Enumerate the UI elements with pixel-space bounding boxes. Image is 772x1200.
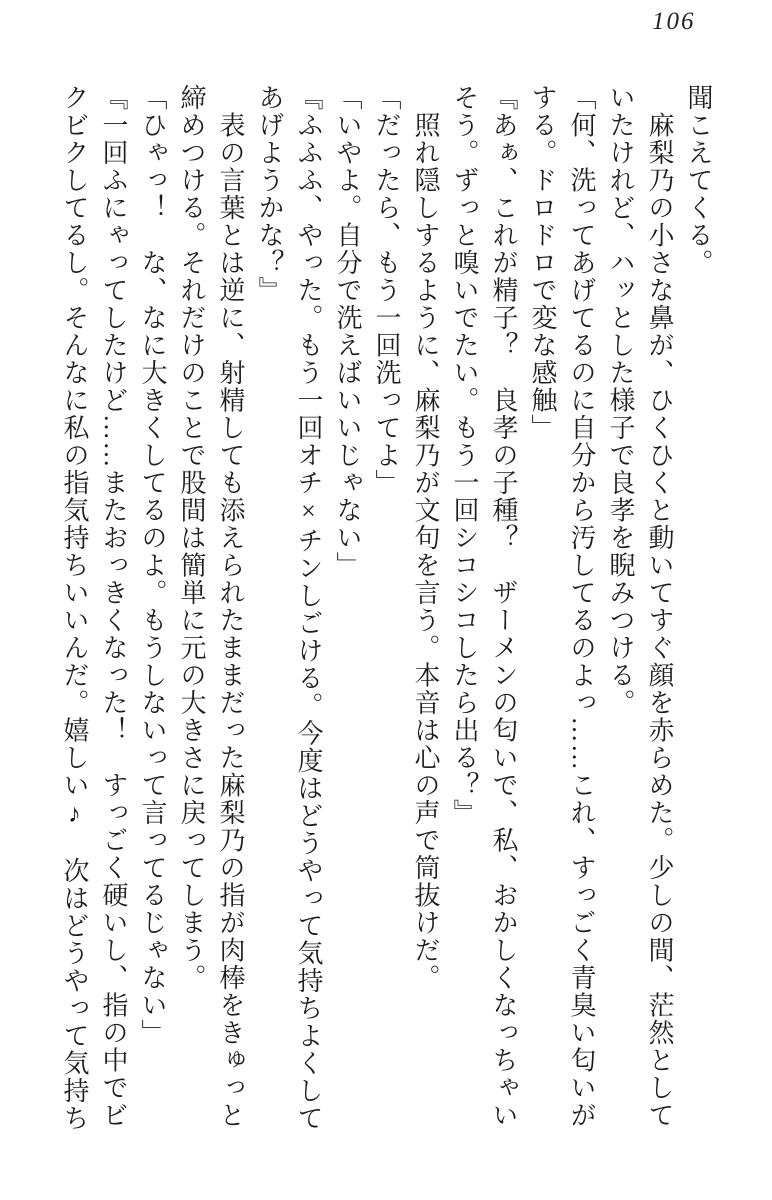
text-line: 「だったら、もう一回洗ってよ」 [372, 84, 401, 497]
text-line: そう。ずっと嗅いでたい。もう一回シコシコしたら出る？』 [450, 84, 479, 827]
text-line: 麻梨乃の小さな鼻が、ひくひくと動いてすぐ顔を赤らめた。少しの間、茫然として [645, 84, 674, 1129]
text-line: 「何、洗ってあげてるのに自分から汚してるのよっ……これ、すっごく青臭い匂いが [567, 84, 596, 1129]
text-line: あげようかな？』 [255, 84, 284, 304]
text-block [55, 84, 718, 1170]
text-line: 『ふふふ、やった。もう一回オチ×チンしごける。今度はどうやって気持ちよくして [294, 84, 323, 1132]
text-line: する。ドロドロで変な感触」 [528, 84, 557, 442]
page-number: 106 [652, 8, 696, 35]
text-line: 「いやよ。自分で洗えばいいじゃない」 [333, 84, 362, 579]
text-line: 聞こえてくる。 [684, 84, 713, 277]
text-line: クビクしてるし。そんなに私の指気持ちいいんだ。嬉しい♪ 次はどうやって気持ち [60, 84, 89, 1132]
text-line: 表の言葉とは逆に、射精しても添えられたままだった麻梨乃の指が肉棒をきゅっと [216, 84, 245, 1129]
text-line: 『あぁ、これが精子？ 良孝の子種？ ザーメンの匂いで、私、おかしくなっちゃい [489, 84, 518, 1129]
text-line: 照れ隠しするように、麻梨乃が文句を言う。本音は心の声で筒抜けだ。 [411, 84, 440, 992]
text-line: いたけれど、ハッとした様子で良孝を睨みつける。 [606, 84, 635, 717]
text-line: 『一回ふにゃってしたけど……またおっきくなった！ すっごく硬いし、指の中でビ [99, 84, 128, 1129]
text-line: 締めつける。それだけのことで股間は簡単に元の大きさに戻ってしまう。 [177, 84, 206, 992]
text-line: 「ひゃっ！ な、なに大きくしてるのよ。もうしないって言ってるじゃない」 [138, 84, 167, 1047]
